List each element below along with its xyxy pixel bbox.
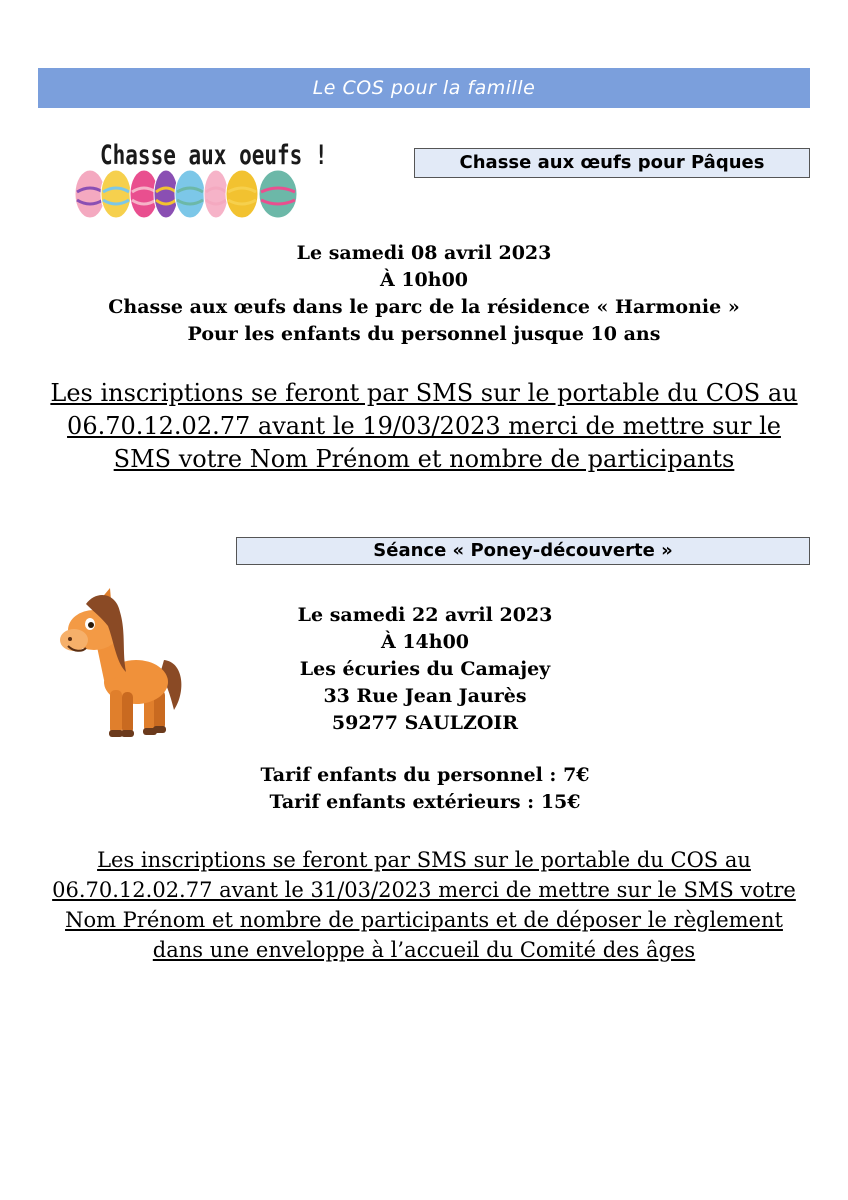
- tarif-staff: Tarif enfants du personnel : 7€: [260, 764, 590, 786]
- pony-illustration: [56, 582, 186, 742]
- pony-time: À 14h00: [380, 631, 470, 653]
- pony-section-title: Séance « Poney-découverte »: [236, 537, 810, 565]
- pony-tarifs: [200, 762, 650, 816]
- pony-city: 59277 SAULZOIR: [331, 712, 519, 734]
- pony-registration-note: [20, 845, 828, 965]
- easter-audience: Pour les enfants du personnel jusque 10 ans: [187, 323, 661, 345]
- pony-details: [200, 602, 650, 737]
- header-banner: Le COS pour la famille: [38, 68, 810, 108]
- easter-date: Le samedi 08 avril 2023: [296, 242, 552, 264]
- tarif-external: Tarif enfants extérieurs : 15€: [269, 791, 581, 813]
- pony-date: Le samedi 22 avril 2023: [297, 604, 553, 626]
- easter-details: [0, 240, 848, 348]
- pony-venue: Les écuries du Camajey: [299, 658, 551, 680]
- easter-registration-note: [30, 377, 818, 476]
- easter-note-line: SMS votre Nom Prénom et nombre de participants: [113, 445, 735, 473]
- easter-note-line: Les inscriptions se feront par SMS sur le portable du COS au: [50, 379, 798, 407]
- easter-time: À 10h00: [379, 269, 469, 291]
- easter-egg: [204, 170, 228, 218]
- easter-note-line: 06.70.12.02.77 avant le 19/03/2023 merci de mettre sur le: [67, 412, 781, 440]
- pony-note-line: 06.70.12.02.77 avant le 31/03/2023 merci de mettre sur le SMS votre: [52, 878, 796, 902]
- easter-egg: [154, 170, 178, 218]
- easter-section-title: Chasse aux œufs pour Pâques: [414, 148, 810, 178]
- easter-egg: [175, 170, 205, 218]
- pony-note-line: Les inscriptions se feront par SMS sur le portable du COS au: [97, 848, 751, 872]
- pony-note-line: dans une enveloppe à l’accueil du Comité des âges: [152, 938, 696, 962]
- easter-egg: [101, 170, 131, 218]
- pony-note-line: Nom Prénom et nombre de participants et de déposer le règlement: [65, 908, 783, 932]
- easter-egg: [259, 170, 297, 218]
- pony-street: 33 Rue Jean Jaurès: [323, 685, 527, 707]
- easter-eggs-illustration: [74, 166, 304, 220]
- easter-logo-text: Chasse aux oeufs !: [100, 140, 328, 170]
- easter-egg: [226, 170, 258, 218]
- easter-location: Chasse aux œufs dans le parc de la résidence « Harmonie »: [108, 296, 740, 318]
